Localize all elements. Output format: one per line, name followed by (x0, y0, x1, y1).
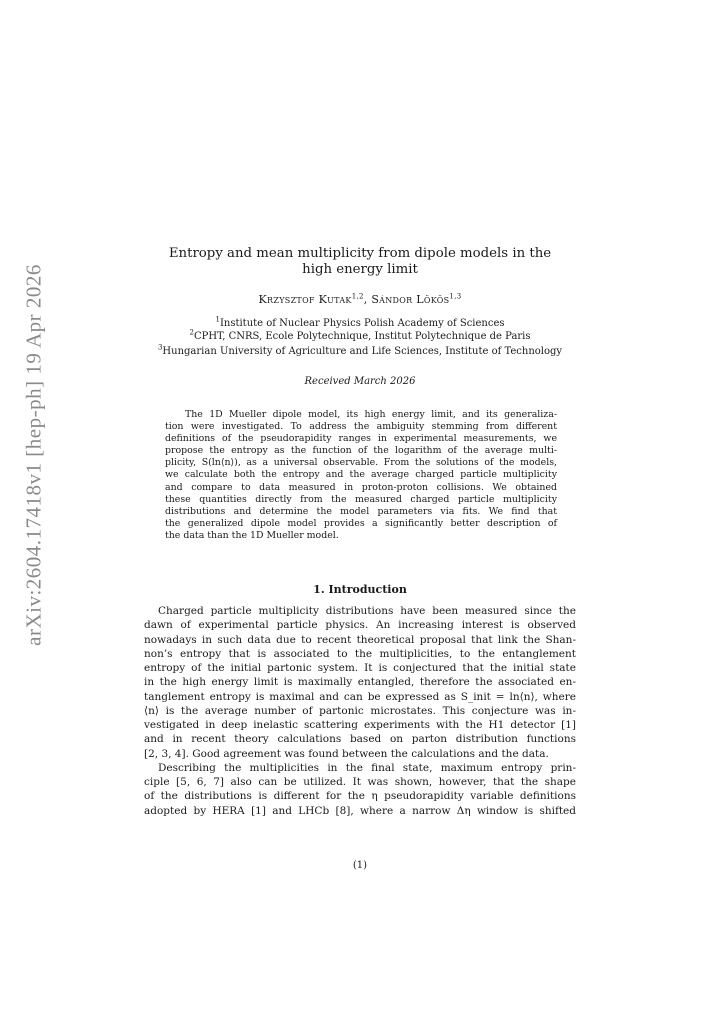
body-line: tanglement entropy is maximal and can be expressed as S_init = ln⟨n⟩, where (144, 690, 576, 703)
affiliation-3-text: Hungarian University of Agriculture and Life Sciences, Institute of Technology (162, 346, 563, 357)
affiliation-2 (140, 330, 580, 343)
body-line: adopted by HERA [1] and LHCb [8], where a narrow Δη window is shifted (144, 804, 576, 817)
body-line: in the high energy limit is maximally entangled, therefore the associated en- (144, 676, 576, 689)
abstract-line: definitions of the pseudorapidity ranges in experimental measurements, we (165, 433, 557, 445)
abstract-line: propose the entropy as the function of the logarithm of the average multi- (165, 445, 557, 457)
abstract-line: the data than the 1D Mueller model. (165, 529, 339, 541)
body-line: Charged particle multiplicity distributions have been measured since the (158, 605, 576, 617)
author-2: Sándor Lökös (371, 293, 450, 306)
abstract-line: plicity, S(ln⟨n⟩), as a universal observable. From the solutions of the models, (165, 457, 557, 469)
paper-title-line-2: high energy limit (302, 262, 418, 277)
abstract (165, 409, 557, 542)
abstract-line: the generalized dipole model provides a significantly better description of (165, 517, 557, 529)
affiliation-1-mark: 1 (215, 315, 220, 324)
author-1-affil: 1,2 (351, 292, 364, 301)
received-date: Received March 2026 (304, 376, 416, 387)
body-line: ciple [5, 6, 7] also can be utilized. It was shown, however, that the shape (144, 776, 576, 788)
affiliation-3 (140, 345, 580, 358)
author-2-affil: 1,3 (449, 292, 462, 301)
affiliation-2-mark: 2 (189, 328, 194, 337)
body-line: and in recent theory calculations based on parton distribution functions (144, 733, 576, 746)
author-separator: , (363, 293, 372, 306)
section-heading: 1. Introduction (313, 583, 407, 596)
body-line: non’s entropy that is associated to the multiplicities, to the entanglement (144, 647, 576, 660)
author-1: Krzysztof Kutak (258, 293, 352, 306)
body-line: vestigated in deep inelastic scattering experiments with the H1 detector [1] (144, 719, 576, 731)
body-text (144, 604, 576, 818)
body-line: of the distributions is different for the η pseudorapidity variable definitions (144, 790, 576, 803)
abstract-line: these quantities directly from the measured charged particle multiplicity (165, 493, 557, 505)
author-list (140, 293, 580, 306)
paper-title-line-1: Entropy and mean multiplicity from dipole models in the (168, 246, 552, 261)
body-line: entropy of the initial partonic system. It is conjectured that the initial state (144, 662, 576, 674)
abstract-line: we calculate both the entropy and the average charged particle multiplicity (165, 469, 557, 481)
affiliation-3-mark: 3 (157, 343, 163, 352)
abstract-line: The 1D Mueller dipole model, its high energy limit, and its generaliza- (185, 409, 557, 420)
body-line: [2, 3, 4]. Good agreement was found between the calculations and the data. (144, 747, 549, 760)
abstract-line: distributions and determine the model parameters via fits. We find that (165, 505, 557, 517)
affiliation-1 (140, 317, 580, 330)
affiliation-2-text: CPHT, CNRS, Ecole Polytechnique, Institut Polytechnique de Paris (193, 331, 531, 342)
arxiv-stamp-text: arXiv:2604.17418v1 [hep-ph] 19 Apr 2026 (21, 264, 46, 646)
body-line: ⟨n⟩ is the average number of partonic microstates. This conjecture was in- (144, 704, 576, 717)
arxiv-stamp (10, 255, 58, 655)
body-line: dawn of experimental particle physics. An increasing interest is observed (144, 619, 576, 632)
page-number: (1) (352, 860, 368, 871)
body-line: nowadays in such data due to recent theoretical proposal that link the Shan- (144, 633, 576, 646)
affiliation-1-text: Institute of Nuclear Physics Polish Academy of Sciences (219, 318, 505, 329)
body-line: Describing the multiplicities in the final state, maximum entropy prin- (158, 761, 576, 774)
abstract-line: and compare to data measured in proton-proton collisions. We obtained (165, 481, 557, 493)
paper-title (140, 246, 580, 278)
abstract-line: tion were investigated. To address the ambiguity stemming from different (165, 421, 557, 433)
